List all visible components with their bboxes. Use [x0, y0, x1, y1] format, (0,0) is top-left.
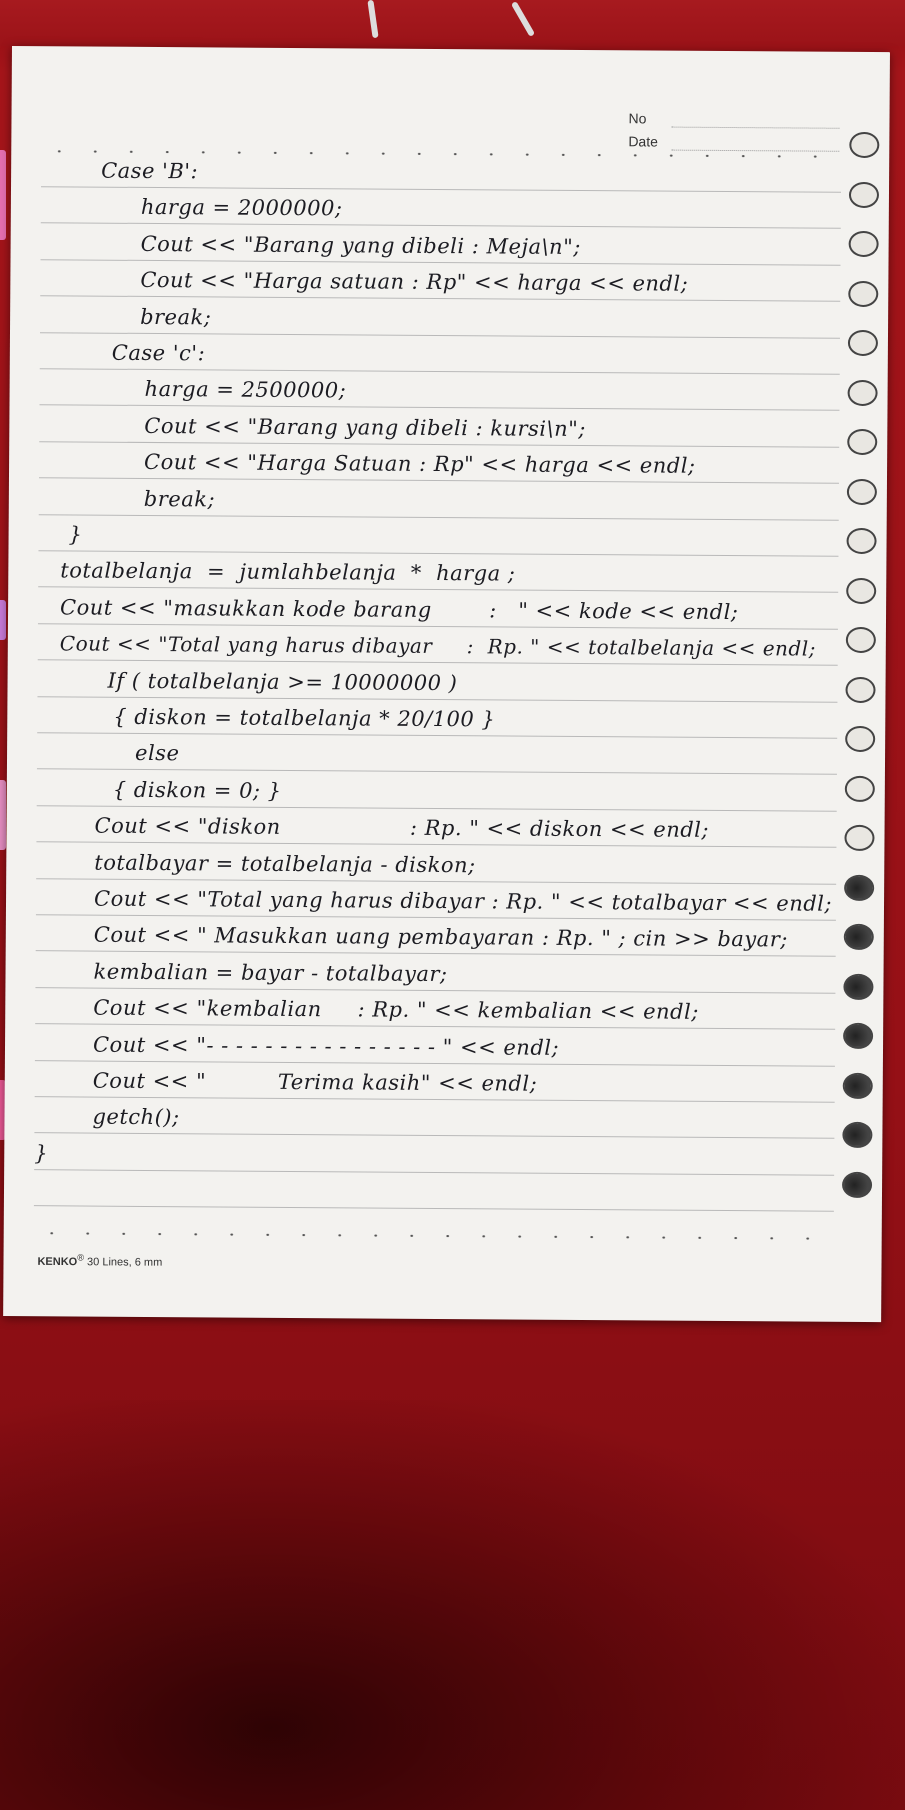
binder-hole: [849, 181, 879, 207]
ruled-line: [36, 951, 836, 958]
ruled-line: [36, 878, 836, 885]
code-line: kembalian = bayar - totalbayar;: [93, 959, 448, 986]
bottom-dotted-line: [34, 1232, 834, 1240]
binder-hole: [842, 1122, 872, 1148]
ruled-line: [36, 914, 836, 921]
ruled-lines: [12, 46, 890, 52]
code-line: Cout << "kembalian : Rp. " << kembalian << endl;: [93, 995, 699, 1025]
ruled-line: [35, 1096, 835, 1103]
code-line: Cout << "diskon : Rp. " << diskon << endl;: [94, 813, 710, 843]
code-line: break;: [140, 304, 212, 329]
ruled-line: [39, 441, 839, 448]
binder-hole: [846, 627, 876, 653]
code-line: getch();: [92, 1104, 180, 1130]
ruled-line: [39, 405, 839, 412]
binder-clip: [367, 0, 378, 38]
code-line: If ( totalbelanja >= 10000000 ): [107, 668, 458, 695]
ruled-line: [37, 805, 837, 812]
page-tab: [0, 780, 6, 850]
binder-hole: [845, 676, 875, 702]
binder-hole: [848, 379, 878, 405]
binder-hole: [845, 726, 875, 752]
ruled-line: [39, 514, 839, 521]
photo-shadow: [0, 1400, 905, 1810]
ruled-line: [38, 623, 838, 630]
ruled-line: [35, 1060, 835, 1067]
binder-hole: [843, 973, 873, 999]
ruled-line: [37, 696, 837, 703]
date-label: Date: [628, 133, 658, 150]
ruled-line: [36, 841, 836, 848]
code-line: break;: [143, 486, 216, 512]
code-line: harga = 2500000;: [144, 377, 347, 403]
binder-hole: [845, 775, 875, 801]
ruled-line: [38, 659, 838, 666]
code-line: else: [134, 741, 180, 766]
code-line: Case 'c':: [111, 340, 206, 366]
code-line: Case 'B':: [101, 158, 199, 184]
code-line: harga = 2000000;: [140, 195, 343, 221]
binder-hole: [843, 1023, 873, 1049]
code-line: }: [68, 522, 83, 547]
code-line: }: [34, 1140, 49, 1166]
ruled-line: [34, 1133, 834, 1140]
ruled-line: [40, 295, 840, 302]
binder-hole: [842, 1171, 872, 1197]
brand-mark: ®: [77, 1252, 85, 1263]
ruled-line: [38, 550, 838, 557]
binder-hole: [846, 528, 876, 554]
brand-footer: [37, 1252, 162, 1269]
binder-hole: [844, 874, 874, 900]
page-tab: [0, 600, 6, 640]
binder-clip: [511, 1, 535, 37]
code-line: { diskon = 0; }: [112, 777, 282, 803]
code-line: totalbelanja = jumlahbelanja * harga ;: [60, 558, 516, 586]
code-line: Cout << "Total yang harus dibayar : Rp. " << totalbelanja << endl;: [59, 631, 817, 661]
code-line: Cout << "Total yang harus dibayar : Rp. " << totalbayar << endl;: [93, 886, 833, 916]
code-line: Cout << "Harga Satuan : Rp" << harga << endl;: [144, 450, 696, 478]
ruled-line: [35, 987, 835, 994]
ruled-line: [34, 1205, 834, 1212]
notebook-page: [3, 46, 890, 1322]
ruled-line: [41, 259, 841, 266]
ruled-line: [34, 1169, 834, 1176]
code-line: Cout << " Terima kasih" << endl;: [92, 1068, 538, 1096]
ruled-line: [38, 587, 838, 594]
brand-subtitle: 30 Lines, 6 mm: [87, 1256, 163, 1269]
binder-hole: [848, 280, 878, 306]
ruled-line: [35, 1023, 835, 1030]
date-line: [671, 150, 839, 152]
binder-hole: [847, 429, 877, 455]
ruled-line: [41, 223, 841, 230]
ruled-line: [39, 477, 839, 484]
ruled-line: [41, 186, 841, 193]
brand-name: KENKO: [37, 1255, 78, 1269]
binder-hole: [844, 825, 874, 851]
ruled-line: [37, 732, 837, 739]
code-line: Cout << "Barang yang dibeli : kursi\n";: [144, 413, 586, 441]
ruled-line: [37, 769, 837, 776]
no-label: No: [628, 110, 647, 127]
no-line: [671, 127, 839, 129]
binder-top: [0, 0, 905, 46]
top-dotted-line: [41, 150, 841, 158]
code-line: Cout << "masukkan kode barang : " << kode << endl;: [59, 595, 739, 624]
binder-hole: [849, 132, 879, 158]
code-line: Cout << " Masukkan uang pembayaran : Rp. " ; cin >> bayar;: [93, 922, 788, 952]
ruled-line: [40, 332, 840, 339]
code-line: Cout << "Harga satuan : Rp" << harga << endl;: [140, 268, 689, 296]
code-line: Cout << "Barang yang dibeli : Meja\n";: [140, 231, 581, 259]
binder-hole: [849, 231, 879, 257]
binder-holes: [12, 46, 890, 52]
page-tab: [0, 150, 6, 240]
code-line: totalbayar = totalbelanja - diskon;: [94, 850, 476, 877]
binder-hole: [843, 1072, 873, 1098]
code-line: Cout << "- - - - - - - - - - - - - - - - " << endl;: [92, 1032, 560, 1060]
ruled-line: [40, 368, 840, 375]
binder-hole: [846, 577, 876, 603]
code-line: { diskon = totalbelanja * 20/100 }: [113, 704, 496, 732]
binder-hole: [844, 924, 874, 950]
binder-hole: [848, 330, 878, 356]
binder-hole: [847, 478, 877, 504]
